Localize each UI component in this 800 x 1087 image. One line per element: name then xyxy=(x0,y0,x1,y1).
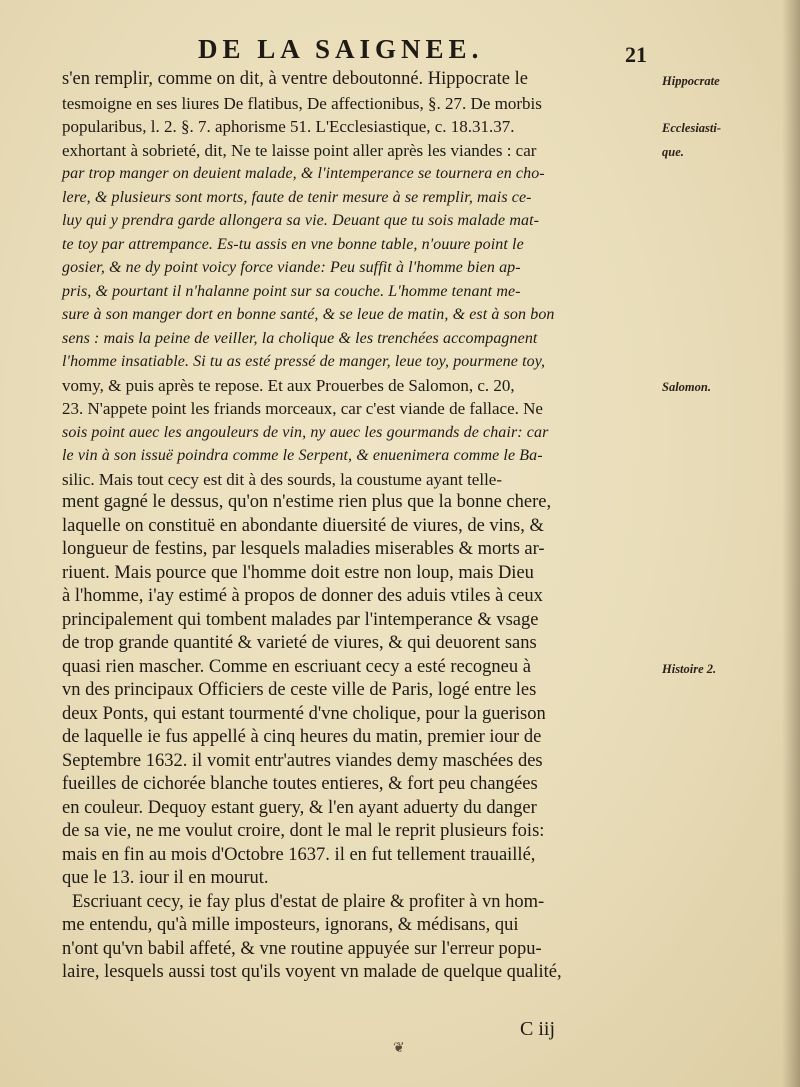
text-line: de trop grande quantité & varieté de viures, & qui deuorent sans xyxy=(62,633,537,653)
text-line: sens : mais la peine de veiller, la cholique & les trenchées accompagnent xyxy=(62,329,538,347)
text-line: laquelle on constituë en abondante diuersité de viures, de vins, & xyxy=(62,515,544,536)
text-line: riuent. Mais pource que l'homme doit estre non loup, mais Dieu xyxy=(62,562,534,583)
margin-note: Hippocrate xyxy=(662,74,720,88)
text-line: popularibus, l. 2. §. 7. aphorisme 51. L'Ecclesiastique, c. 18.31.37. xyxy=(62,117,515,136)
body-text xyxy=(62,68,654,985)
text-line: te toy par attrempance. Es-tu assis en vne bonne table, n'ouure point le xyxy=(62,235,524,253)
text-line: Septembre 1632. il vomit entr'autres viandes demy maschées des xyxy=(62,750,543,771)
text-line: par trop manger on deuient malade, & l'intemperance se tournera en cho- xyxy=(62,165,545,182)
text-line: s'en remplir, comme on dit, à ventre deboutonné. Hippocrate le xyxy=(62,69,528,89)
ornament-icon: ❦ xyxy=(393,1041,405,1056)
page-number: 21 xyxy=(625,42,647,67)
text-line: Escriuant cecy, ie fay plus d'estat de plaire & profiter à vn hom- xyxy=(72,891,545,912)
text-line: lere, & plusieurs sont morts, faute de tenir mesure à se remplir, mais ce- xyxy=(62,188,532,206)
text-line: de sa vie, ne me voulut croire, dont le mal le reprit plusieurs fois: xyxy=(62,821,545,841)
text-line: vomy, & puis après te repose. Et aux Prouerbes de Salomon, c. 20, xyxy=(62,375,515,395)
running-head: DE LA SAIGNEE. xyxy=(198,34,484,64)
margin-note: Salomon. xyxy=(662,379,711,394)
text-line: sure à son manger dort en bonne santé, & se leue de matin, & est à son bon xyxy=(62,306,555,323)
text-line: en couleur. Dequoy estant guery, & l'en ayant aduerty du danger xyxy=(62,797,537,818)
text-line: longueur de festins, par lesquels maladies miserables & morts ar- xyxy=(62,539,545,559)
text-line: à l'homme, i'ay estimé à propos de donner des aduis vtiles à ceux xyxy=(62,586,543,606)
text-line: l'homme insatiable. Si tu as esté pressé de manger, leue toy, pourmene toy, xyxy=(62,353,546,370)
text-line: ment gagné le dessus, qu'on n'estime rien plus que la bonne chere, xyxy=(62,492,552,512)
text-line: quasi rien mascher. Comme en escriuant cecy a esté recogneu à xyxy=(62,656,531,677)
text-line: principalement qui tombent malades par l'intemperance & vsage xyxy=(62,609,539,630)
margin-note: Histoire 2. xyxy=(662,661,717,676)
text-line: laire, lesquels aussi tost qu'ils voyent vn malade de quelque qualité, xyxy=(62,962,562,982)
text-line: le vin à son issuë poindra comme le Serpent, & enuenimera comme le Ba- xyxy=(62,447,543,464)
text-line: 23. N'appete point les friands morceaux, car c'est viande de fallace. Ne xyxy=(62,399,543,418)
text-line: vn des principaux Officiers de ceste ville de Paris, logé entre les xyxy=(62,680,537,700)
text-line: deux Ponts, qui estant tourmenté d'vne cholique, pour la guerison xyxy=(62,703,546,724)
gutter-shadow xyxy=(782,0,800,1087)
text-line: fueilles de cichorée blanche toutes entieres, & fort peu changées xyxy=(62,774,538,794)
text-line: exhortant à sobrieté, dit, Ne te laisse point aller après les viandes : car xyxy=(62,140,537,160)
text-line: gosier, & ne dy point voicy force viande: Peu suffit à l'homme bien ap- xyxy=(62,259,521,276)
signature-mark: C iij xyxy=(520,1018,556,1040)
text-line: me entendu, qu'à mille imposteurs, ignorans, & médisans, qui xyxy=(62,915,519,935)
text-line: silic. Mais tout cecy est dit à des sourds, la coustume ayant telle- xyxy=(62,469,502,489)
text-line: sois point auec les angouleurs de vin, ny auec les gourmands de chair: car xyxy=(62,423,549,441)
text-line: pris, & pourtant il n'halanne point sur sa couche. L'homme tenant me- xyxy=(62,282,521,300)
margin-note: que. xyxy=(662,144,684,159)
text-line: que le 13. iour il en mourut. xyxy=(62,868,269,888)
text-line: n'ont qu'vn babil affeté, & vne routine appuyée sur l'erreur popu- xyxy=(62,938,542,959)
margin-note: Ecclesiasti- xyxy=(662,121,722,135)
text-line: tesmoigne en ses liures De flatibus, De affectionibus, §. 27. De morbis xyxy=(62,93,542,113)
text-line: de laquelle ie fus appellé à cinq heures du matin, premier iour de xyxy=(62,727,542,747)
text-line: luy qui y prendra garde allongera sa vie. Deuant que tu sois malade mat- xyxy=(62,212,540,229)
text-line: mais en fin au mois d'Octobre 1637. il en fut tellement trauaillé, xyxy=(62,844,536,865)
